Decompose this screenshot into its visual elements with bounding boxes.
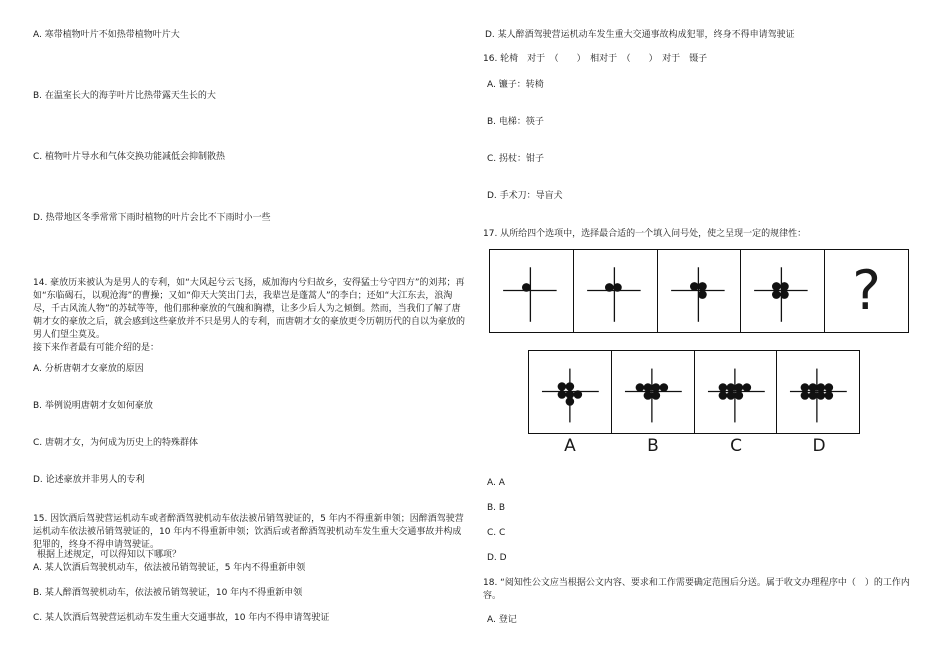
q16-option-b[interactable]: B. 电梯：筷子 [487, 117, 544, 127]
cross-three-dots-figure [658, 250, 741, 332]
q14-option-a[interactable]: A. 分析唐朝才女豪放的原因 [33, 364, 144, 374]
q15-option-b[interactable]: B. 某人醉酒驾驶机动车，依法被吊销驾驶证，10 年内不得重新申领 [33, 588, 303, 598]
q16-option-c[interactable]: C. 拐杖：钳子 [487, 154, 545, 164]
q13-option-c[interactable]: C. 植物叶片导水和气体交换功能减低会抑制散热 [33, 152, 226, 162]
option-letter-a: A [564, 436, 576, 456]
q17-option-b[interactable]: B. B [487, 503, 506, 513]
option-letter-d: D [812, 436, 826, 456]
q14-option-c[interactable]: C. 唐朝才女，为何成为历史上的特殊群体 [33, 438, 199, 448]
figure-cell-2 [574, 250, 658, 332]
option-letter-c: C [730, 436, 742, 456]
q18-stem: 18. “阅知性公文应当根据公文内容、要求和工作需要确定范围后分送。属于收文办理程序中（ ）的工作内容。 [483, 578, 910, 601]
cross-four-dots-figure [741, 250, 824, 332]
option-figure-b[interactable] [612, 351, 695, 433]
q13-option-d[interactable]: D. 热带地区冬季常常下雨时植物的叶片会比不下雨时小一些 [33, 213, 271, 223]
q18-option-a[interactable]: A. 登记 [487, 615, 517, 625]
q13-option-a[interactable]: A. 寒带植物叶片不如热带植物叶片大 [33, 30, 180, 40]
q15-option-a[interactable]: A. 某人饮酒后驾驶机动车，依法被吊销驾驶证，5 年内不得重新申领 [33, 563, 306, 573]
q15-stem: 15. 因饮酒后驾驶营运机动车或者醉酒驾驶机动车依法被吊销驾驶证的，5 年内不得重新申领；因醉酒驾驶营运机动车依法被吊销驾驶证的，10 年内不得重新申领；饮酒后或者醉酒驾驶机动车发生重大交通事故并构成犯罪的，终身不得申请驾驶证。 [33, 514, 464, 550]
figure-cell-4 [741, 250, 825, 332]
q17-stem: 17. 从所给四个选项中，选择最合适的一个填入问号处，使之呈现一定的规律性： [483, 229, 807, 239]
q16-stem: 16. 轮椅 对于 （ ） 相对于 （ ） 对于 镊子 [483, 54, 708, 64]
q15-option-d[interactable]: D. 某人醉酒驾驶营运机动车发生重大交通事故构成犯罪，终身不得申请驾驶证 [485, 30, 795, 40]
q17-option-a[interactable]: A. A [487, 478, 505, 488]
option-letter-b: B [647, 436, 659, 456]
cross-five-dots-figure [529, 351, 611, 433]
q16-option-a[interactable]: A. 镰子：转椅 [487, 80, 544, 90]
cross-two-dots-figure [574, 250, 657, 332]
q17-option-d[interactable]: D. D [487, 553, 507, 563]
cross-six-dots-figure [612, 351, 694, 433]
q14-ask: 接下来作者最有可能介绍的是： [33, 343, 160, 353]
q17-option-c[interactable]: C. C [487, 528, 506, 538]
q15-ask: 根据上述规定，可以得知以下哪项？ [37, 550, 182, 560]
q13-option-b[interactable]: B. 在温室长大的海芋叶片比热带露天生长的大 [33, 91, 216, 101]
option-figure-c[interactable] [695, 351, 778, 433]
cross-seven-dots-figure [695, 351, 777, 433]
figure-cell-1 [490, 250, 574, 332]
figure-cell-3 [658, 250, 742, 332]
option-figure-a[interactable] [529, 351, 612, 433]
q15-option-c[interactable]: C. 某人饮酒后驾驶营运机动车发生重大交通事故，10 年内不得申请驾驶证 [33, 613, 330, 623]
q17-options-figure-row [528, 350, 860, 434]
q16-option-d[interactable]: D. 手术刀：导盲犬 [487, 191, 563, 201]
option-figure-d[interactable] [777, 351, 859, 433]
cross-eight-dots-figure [777, 351, 859, 433]
q14-question [33, 277, 466, 355]
cross-one-dot-figure [490, 250, 573, 332]
q17-question-figure-row [489, 249, 909, 333]
q14-stem: 14. 豪放历来被认为是男人的专利，如“大风起兮云飞扬，威加海内兮归故乡，安得猛士兮守四方”的刘邦；再如“东临碣石，以观沧海”的曹操；又如“仰天大笑出门去，我辈岂是蓬蒿人”的李白；还如“大江东去，浪淘尽，千古风流人物”的苏轼等等，他们那种豪放的气魄和胸襟，让多少后人为之倾倒。然而，当我们了解了唐朝才女的豪放之后，就会感到这些豪放并不只是男人的专利，而唐朝才女的豪放更令历朝历代的自以为豪放的男人们望尘莫及。 [33, 278, 466, 340]
figure-cell-question [825, 250, 908, 332]
q14-option-b[interactable]: B. 举例说明唐朝才女如何豪放 [33, 401, 153, 411]
q14-option-d[interactable]: D. 论述豪放并非男人的专利 [33, 475, 145, 485]
question-mark: ? [852, 259, 881, 322]
